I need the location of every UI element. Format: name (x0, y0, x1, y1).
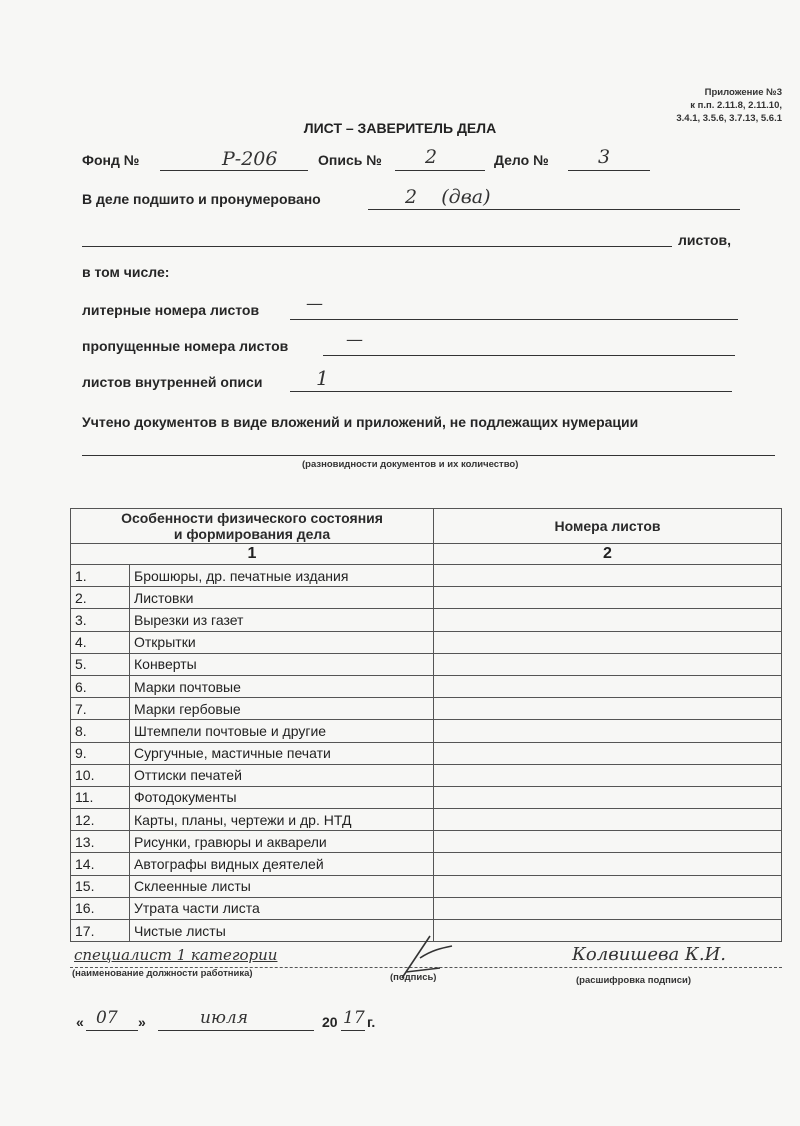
table-row (71, 809, 782, 831)
row-number: 4. (71, 631, 130, 653)
attachments-label: Учтено документов в виде вложений и приложений, не подлежащих нумерации (82, 414, 639, 430)
table-row (71, 720, 782, 742)
row-sheet-numbers (434, 587, 782, 609)
inner-label: листов внутренней описи (82, 374, 263, 390)
annex-line-3: 3.4.1, 3.5.6, 3.7.13, 5.6.1 (676, 113, 782, 124)
table-row (71, 831, 782, 853)
position-value: специалист 1 категории (74, 946, 278, 964)
table-row (71, 675, 782, 697)
row-number: 13. (71, 831, 130, 853)
annex-line-1: Приложение №3 (704, 87, 782, 98)
date-close-quote: » (138, 1014, 146, 1030)
fond-underline (160, 170, 308, 171)
date-year-suffix: 17 (343, 1008, 365, 1028)
row-feature: Штемпели почтовые и другие (130, 720, 434, 742)
inner-value: 1 (316, 366, 329, 390)
row-sheet-numbers (434, 853, 782, 875)
delo-underline (568, 170, 650, 171)
date-month: июля (200, 1008, 248, 1028)
table-colnum-1: 1 (71, 544, 434, 565)
row-sheet-numbers (434, 631, 782, 653)
row-number: 11. (71, 786, 130, 808)
sheets-suffix: листов, (678, 232, 732, 248)
row-feature: Вырезки из газет (130, 609, 434, 631)
missed-label: пропущенные номера листов (82, 338, 289, 354)
table-colnum-row (71, 544, 782, 565)
litera-value: — (306, 294, 323, 314)
opis-label: Опись № (318, 152, 382, 168)
row-number: 17. (71, 920, 130, 942)
row-number: 16. (71, 897, 130, 919)
row-feature: Открытки (130, 631, 434, 653)
row-feature: Марки гербовые (130, 698, 434, 720)
row-number: 1. (71, 565, 130, 587)
row-sheet-numbers (434, 920, 782, 942)
table-row (71, 875, 782, 897)
row-sheet-numbers (434, 875, 782, 897)
delo-label: Дело № (494, 152, 549, 168)
fond-label: Фонд № (82, 152, 140, 168)
opis-value: 2 (425, 146, 438, 168)
row-feature: Утрата части листа (130, 897, 434, 919)
table-row (71, 853, 782, 875)
row-sheet-numbers (434, 897, 782, 919)
row-feature: Брошюры, др. печатные издания (130, 565, 434, 587)
row-sheet-numbers (434, 653, 782, 675)
table-row (71, 897, 782, 919)
litera-label: литерные номера листов (82, 302, 260, 318)
row-feature: Склеенные листы (130, 875, 434, 897)
including-label: в том числе: (82, 264, 170, 280)
row-sheet-numbers (434, 809, 782, 831)
date-month-underline (158, 1030, 314, 1031)
physical-state-table (70, 508, 782, 942)
row-feature: Фотодокументы (130, 786, 434, 808)
table-row (71, 742, 782, 764)
attachments-caption: (разновидности документов и их количество) (302, 459, 519, 470)
row-feature: Конверты (130, 653, 434, 675)
table-row (71, 698, 782, 720)
delo-value: 3 (598, 146, 611, 168)
row-number: 2. (71, 587, 130, 609)
date-year-prefix: 20 (322, 1014, 338, 1030)
row-number: 3. (71, 609, 130, 631)
row-feature: Карты, планы, чертежи и др. НТД (130, 809, 434, 831)
table-header-features-line2: и формирования дела (173, 526, 331, 542)
row-sheet-numbers (434, 831, 782, 853)
table-row (71, 764, 782, 786)
table-header-features (71, 509, 434, 544)
row-feature: Марки почтовые (130, 675, 434, 697)
sheets-underline (368, 209, 740, 210)
row-number: 14. (71, 853, 130, 875)
row-feature: Автографы видных деятелей (130, 853, 434, 875)
row-number: 8. (71, 720, 130, 742)
litera-underline (290, 319, 738, 320)
row-number: 15. (71, 875, 130, 897)
row-sheet-numbers (434, 764, 782, 786)
row-sheet-numbers (434, 720, 782, 742)
date-day-underline (86, 1030, 138, 1031)
row-sheet-numbers (434, 698, 782, 720)
missed-underline (323, 355, 735, 356)
table-header-features-line1: Особенности физического состояния (121, 510, 383, 526)
sheets-words-underline (82, 246, 672, 247)
row-sheet-numbers (434, 742, 782, 764)
row-number: 12. (71, 809, 130, 831)
missed-value: — (346, 330, 363, 350)
row-feature: Сургучные, мастичные печати (130, 742, 434, 764)
sheets-label: В деле подшито и пронумеровано (82, 191, 321, 207)
inner-underline (290, 391, 732, 392)
row-feature: Оттиски печатей (130, 764, 434, 786)
table-row (71, 609, 782, 631)
table-row (71, 653, 782, 675)
name-caption: (расшифровка подписи) (576, 975, 692, 986)
row-number: 9. (71, 742, 130, 764)
row-feature: Чистые листы (130, 920, 434, 942)
table-row (71, 565, 782, 587)
table-colnum-2: 2 (434, 544, 782, 565)
table-header-row (71, 509, 782, 544)
annex-line-2: к п.п. 2.11.8, 2.11.10, (690, 100, 782, 111)
table-row (71, 786, 782, 808)
sheets-value: 2 (два) (405, 186, 491, 208)
row-sheet-numbers (434, 609, 782, 631)
sign-caption: (подпись) (390, 972, 437, 983)
table-row (71, 631, 782, 653)
row-number: 6. (71, 675, 130, 697)
row-number: 5. (71, 653, 130, 675)
date-open-quote: « (76, 1014, 84, 1030)
date-year-end: г. (367, 1014, 376, 1030)
fond-value: Р-206 (222, 148, 278, 170)
row-sheet-numbers (434, 565, 782, 587)
row-sheet-numbers (434, 675, 782, 697)
position-caption: (наименование должности работника) (72, 968, 253, 979)
document-title: ЛИСТ – ЗАВЕРИТЕЛЬ ДЕЛА (303, 120, 497, 136)
row-number: 10. (71, 764, 130, 786)
row-feature: Рисунки, гравюры и акварели (130, 831, 434, 853)
date-day: 07 (96, 1008, 118, 1028)
table-header-sheet-numbers: Номера листов (434, 509, 782, 544)
name-value: Колвишева К.И. (572, 944, 727, 965)
table-body (71, 565, 782, 942)
row-number: 7. (71, 698, 130, 720)
date-year-underline (341, 1030, 365, 1031)
row-feature: Листовки (130, 587, 434, 609)
opis-underline (395, 170, 485, 171)
attachments-underline (82, 455, 775, 456)
table-row (71, 587, 782, 609)
row-sheet-numbers (434, 786, 782, 808)
